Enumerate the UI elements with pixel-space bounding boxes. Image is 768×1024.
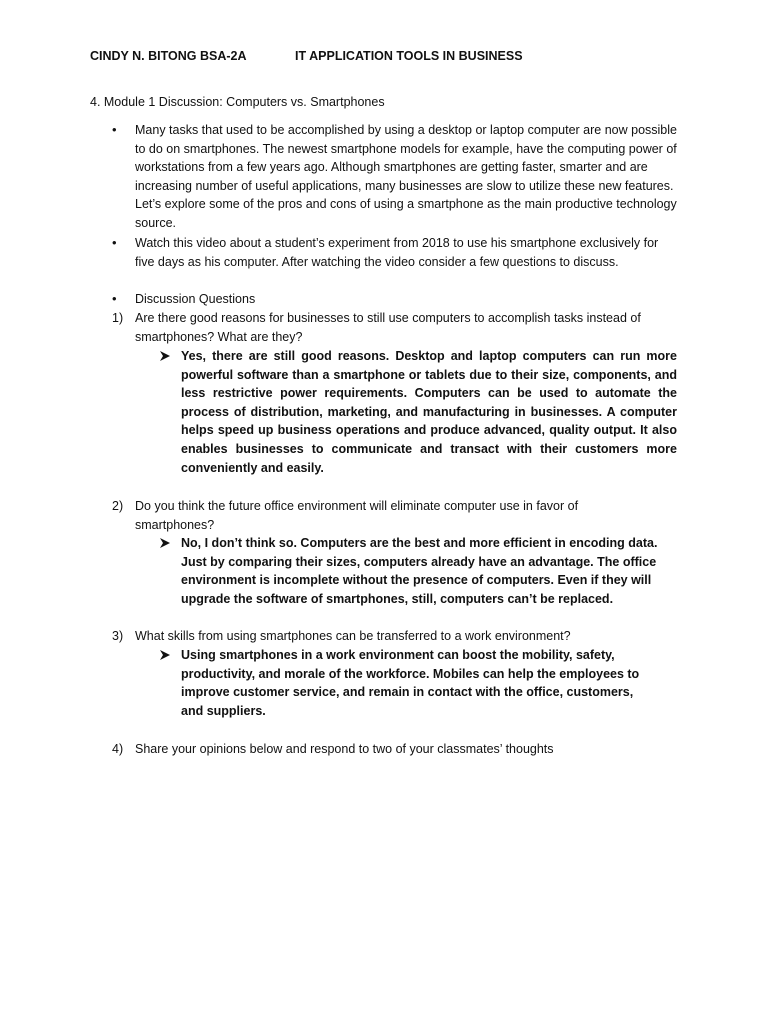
question-text: Share your opinions below and respond to two of your classmates’ thoughts bbox=[135, 742, 554, 756]
bullet-icon: • bbox=[112, 122, 117, 137]
question-number: 2) bbox=[112, 499, 124, 513]
bullet-icon: • bbox=[112, 235, 117, 250]
video-instruction: Watch this video about a student’s experiment from 2018 to use his smartphone exclusively for five days as his computer. After watching the video consider a few questions to discuss. bbox=[135, 236, 659, 269]
answer-text: Using smartphones in a work environment can boost the mobility, safety, productivity, and morale of the workforce. Mobiles can help the employees to improve customer service, and remain in contact with the office, customers, and suppliers. bbox=[181, 648, 640, 718]
module-heading: 4. Module 1 Discussion: Computers vs. Smartphones bbox=[90, 95, 385, 109]
question-text: Do you think the future office environment will eliminate computer use in favor of smartphones? bbox=[135, 499, 579, 532]
answer-text: Yes, there are still good reasons. Desktop and laptop computers can run more powerful software than a smartphone or tablets due to their size, components, and less restrictive power requirements. Computers can be used to automate the process of distribution, marketing, and manufacturing in businesses. A computer helps speed up business operations and produce advanced, quality output. It also enables businesses to communicate and transact with their customers more conveniently and easily. bbox=[181, 349, 677, 475]
question-text: What skills from using smartphones can be transferred to a work environment? bbox=[135, 629, 571, 643]
question-number: 4) bbox=[112, 742, 124, 756]
answer-text: No, I don’t think so. Computers are the best and more efficient in encoding data. Just by comparing their sizes, computers already have an advantage. The office environment is incomplete without the presence of computers. Even if they will upgrade the software of smartphones, still, computers can’t be replaced. bbox=[181, 536, 658, 606]
question-number: 3) bbox=[112, 629, 124, 643]
student-name: CINDY N. BITONG BSA-2A bbox=[90, 49, 247, 63]
discussion-questions-label: Discussion Questions bbox=[135, 292, 256, 306]
arrow-bullet-icon bbox=[158, 534, 174, 553]
intro-paragraph: Many tasks that used to be accomplished by using a desktop or laptop computer are now possible to do on smartphones. The newest smartphone models for example, have the computing power of workstations from a few years ago. Although smartphones are getting faster, smarter and are increasing number of useful applications, many businesses are slow to utilize these new features. Let’s explore some of the pros and cons of using a smartphone as the main productive technology source. bbox=[135, 123, 677, 230]
question-text: Are there good reasons for businesses to still use computers to accomplish tasks instead of smartphones? What are they? bbox=[135, 311, 641, 344]
arrow-bullet-icon bbox=[158, 646, 174, 665]
question-number: 1) bbox=[112, 311, 124, 325]
arrow-bullet-icon bbox=[158, 347, 174, 366]
bullet-icon: • bbox=[112, 291, 117, 306]
course-title: IT APPLICATION TOOLS IN BUSINESS bbox=[295, 49, 523, 63]
